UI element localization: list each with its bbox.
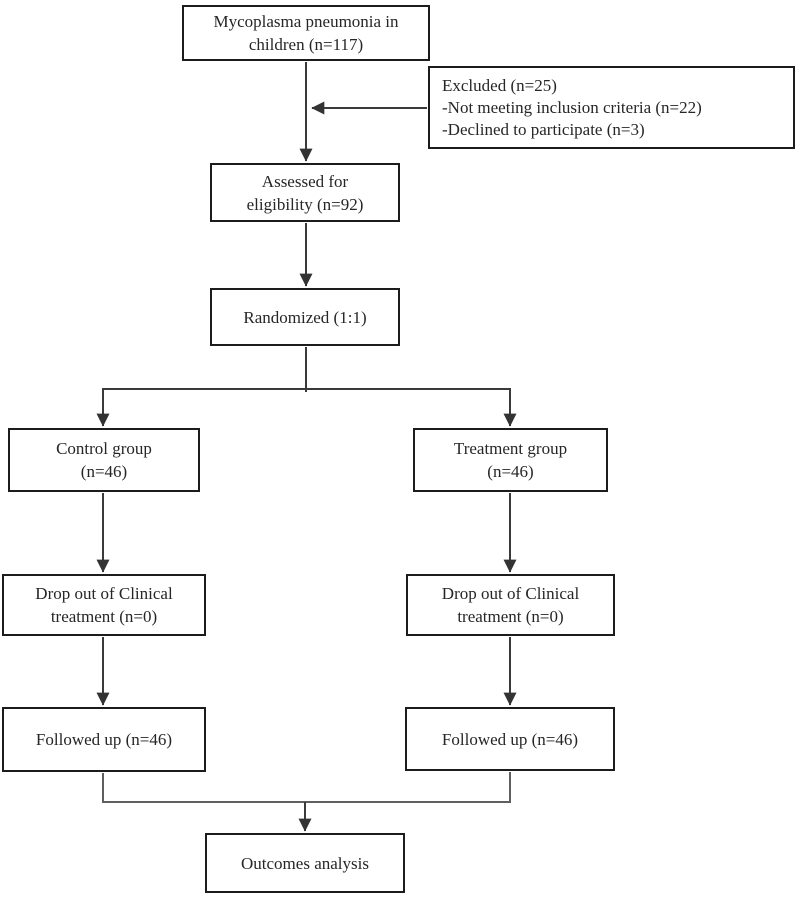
node-control-dropout-line1: Drop out of Clinical <box>35 584 173 603</box>
node-control-dropout-line2: treatment (n=0) <box>50 607 158 626</box>
node-outcomes-analysis <box>205 833 405 893</box>
node-control-group <box>8 428 200 492</box>
node-treatment-dropout-line2: treatment (n=0) <box>457 607 564 626</box>
node-treatment-followup-line1: Followed up (n=46) <box>441 729 579 749</box>
node-assessed-for-eligibility <box>210 163 400 222</box>
node-control-group-line2: (n=46) <box>80 462 128 481</box>
node-control-dropout <box>2 574 206 636</box>
node-excluded-line2: -Not meeting inclusion criteria (n=22) <box>442 97 702 117</box>
node-assessed-line1: Assessed for <box>261 171 349 191</box>
node-enrollment-line2: children (n=117) <box>248 35 364 54</box>
node-enrollment-line1: Mycoplasma pneumonia in <box>213 12 399 31</box>
node-excluded <box>428 66 795 149</box>
connector-merge-right <box>304 772 510 802</box>
node-control-group-line1: Control group <box>56 439 152 458</box>
node-treatment-followup <box>405 707 615 771</box>
node-treatment-dropout <box>406 574 615 636</box>
node-enrollment <box>182 5 430 61</box>
node-treatment-group-line2: (n=46) <box>487 462 534 481</box>
node-control-followup-line1: Followed up (n=46) <box>35 730 173 749</box>
node-treatment-group-line1: Treatment group <box>453 439 568 458</box>
node-treatment-dropout-line1: Drop out of Clinical <box>441 584 580 603</box>
node-randomized <box>210 288 400 346</box>
node-excluded-line1: Excluded (n=25) <box>442 75 557 95</box>
connector-merge-left <box>103 773 306 802</box>
node-control-followup <box>2 707 206 772</box>
node-excluded-line3: -Declined to participate (n=3) <box>442 119 645 139</box>
node-treatment-group <box>413 428 608 492</box>
node-outcomes-line1: Outcomes analysis <box>241 853 369 873</box>
node-randomized-line1: Randomized (1:1) <box>243 307 367 327</box>
node-assessed-line2: eligibility (n=92) <box>246 194 364 214</box>
